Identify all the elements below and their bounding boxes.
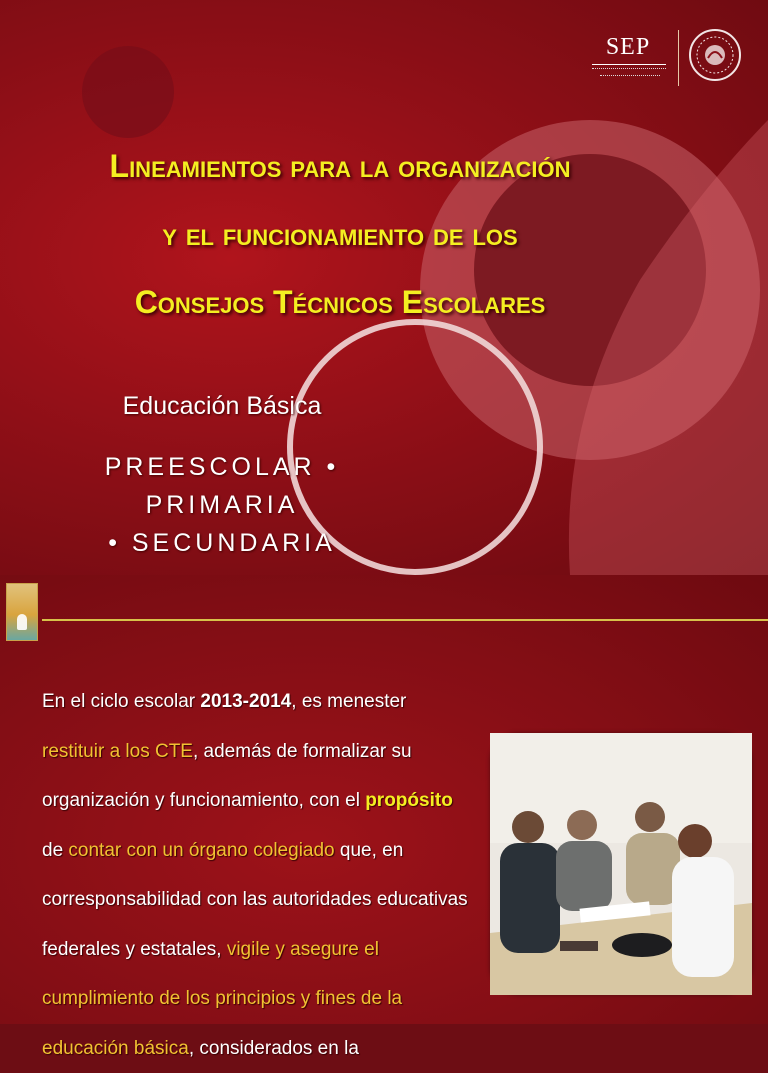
body-paragraph: [42, 677, 472, 1073]
title-line-1: Lineamientos para la organización: [109, 148, 571, 184]
book-cover-thumbnail: [6, 583, 38, 641]
meeting-photo: [490, 733, 752, 995]
national-seal-icon: [688, 28, 742, 82]
sep-logo: [588, 22, 748, 92]
paragraph-segment: , además de formalizar su organización y funcionamiento, con el: [42, 740, 412, 811]
slide-title: [30, 132, 650, 336]
paragraph-segment: propósito: [365, 790, 453, 811]
paragraph-segment: que, en corresponsabilidad con las autoridades educativas federales y estatales,: [42, 839, 468, 960]
header-divider: [42, 619, 768, 621]
content-slide: [0, 575, 768, 1059]
paragraph-segment: , considerados en la: [188, 1037, 359, 1059]
education-levels: [30, 448, 414, 562]
subtitle: Educación Básica: [122, 392, 322, 420]
paragraph-segment: contar con un órgano colegiado: [68, 839, 335, 861]
paragraph-segment: vigile y asegure el cumplimiento de los principios y fines de la educación básica: [42, 938, 403, 1059]
levels-line-1: PREESCOLAR • PRIMARIA: [104, 453, 340, 519]
figure-icon: [17, 614, 27, 630]
sep-logo-text: SEP: [605, 34, 651, 60]
meeting-photo-illustration: [490, 733, 752, 995]
paragraph-segment: , es menester: [291, 691, 407, 712]
paragraph-segment: restituir a los CTE: [42, 740, 193, 762]
small-dark-circle: [82, 46, 174, 138]
title-line-3: Consejos Técnicos Escolares: [134, 284, 546, 320]
paragraph-segment: de: [42, 839, 69, 861]
levels-line-2: • SECUNDARIA: [108, 529, 336, 557]
title-line-2: y el funcionamiento de los: [162, 216, 518, 252]
paragraph-segment: En el ciclo escolar: [42, 691, 201, 712]
paragraph-segment: 2013-2014: [200, 691, 292, 712]
